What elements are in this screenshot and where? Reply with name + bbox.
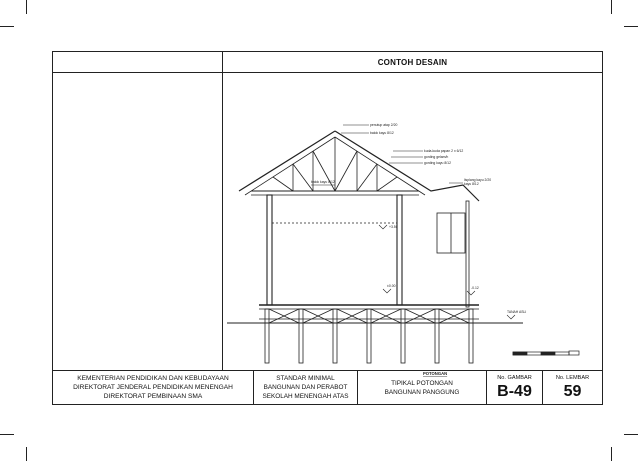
institution-cell xyxy=(53,371,254,404)
standard-line: STANDAR MINIMAL xyxy=(276,375,335,382)
level-terrace: -0.12 xyxy=(471,286,479,290)
drawing-number: B-49 xyxy=(497,383,532,400)
institution-line: KEMENTERIAN PENDIDIKAN DAN KEBUDAYAAN xyxy=(77,375,229,382)
crop-mark xyxy=(0,434,14,435)
sheet-number-label: No. LEMBAR xyxy=(555,375,590,381)
level-upper: +3.50 xyxy=(389,225,398,229)
callout-truss-3: gording kayu 8/12 xyxy=(424,161,451,165)
drawing-title-line: TIPIKAL POTONGAN xyxy=(391,379,453,387)
crop-mark xyxy=(611,447,612,461)
callout-truss-2: gording gelam/h xyxy=(424,155,449,159)
level-floor: ±0.00 xyxy=(387,284,396,288)
crop-mark xyxy=(624,26,638,27)
callout-ring-beam: balok kayu 8/12 xyxy=(311,180,335,184)
crop-mark xyxy=(26,0,27,14)
standard-cell xyxy=(254,371,358,404)
section-drawing xyxy=(223,73,604,376)
callout-eave-2: kayu 8/12 xyxy=(464,182,479,186)
drawing-title-line: BANGUNAN PANGGUNG xyxy=(384,388,460,396)
standard-line: SEKOLAH MENENGAH ATAS xyxy=(262,393,349,400)
standard-line: BANGUNAN DAN PERABOT xyxy=(263,384,348,391)
crop-mark xyxy=(611,0,612,14)
drawing-title-cell xyxy=(358,371,487,404)
callout-roof-cover: penutup atap 2/20 xyxy=(370,123,398,127)
crop-mark xyxy=(624,434,638,435)
stilt-posts xyxy=(265,309,473,363)
sheet-title: CONTOH DESAIN xyxy=(377,57,448,67)
crop-mark xyxy=(0,26,14,27)
drawing-number-cell xyxy=(487,371,543,404)
drawing-number-label: No. GAMBAR xyxy=(497,375,532,381)
sheet-number: 59 xyxy=(563,383,582,400)
wall-right xyxy=(397,195,402,305)
section-label: POTONGAN xyxy=(423,371,448,376)
crop-mark xyxy=(26,447,27,461)
callout-eave: lisplang kayu 2/20 xyxy=(464,178,492,182)
sheet-number-cell xyxy=(543,371,602,404)
callout-purlin: balok kayu 8/12 xyxy=(370,131,394,135)
scale-bar xyxy=(513,351,579,355)
institution-line: DIREKTORAT JENDERAL PENDIDIKAN MENENGAH xyxy=(73,384,233,391)
callout-truss-1: kuda-kuda papan 2 x 6/12 xyxy=(424,149,464,153)
institution-line: DIREKTORAT PEMBINAAN SMA xyxy=(103,393,203,400)
level-ground: TANAH ASLI xyxy=(507,310,527,314)
drawing-sheet-frame xyxy=(52,51,603,405)
title-block xyxy=(53,370,602,404)
wall-left xyxy=(267,195,272,305)
